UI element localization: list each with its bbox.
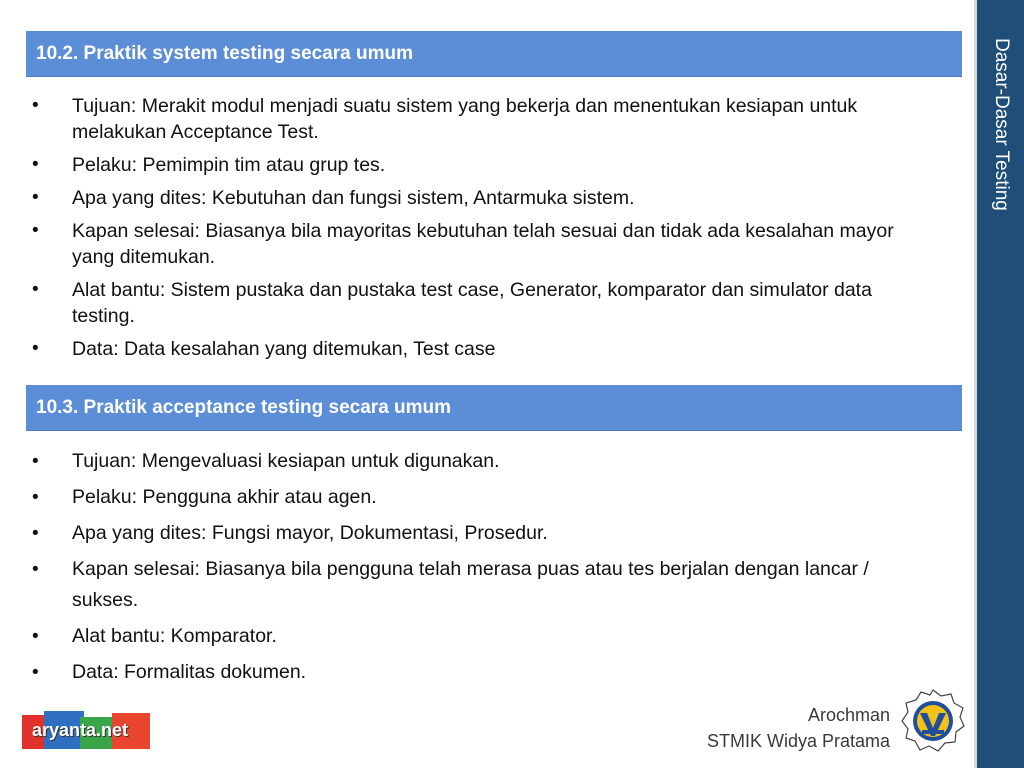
- section-1-bullet-list: [28, 93, 928, 369]
- footer-author: Arochman: [807, 705, 890, 725]
- bullet-marker: •: [32, 523, 39, 544]
- bullet-marker: •: [32, 626, 39, 647]
- section-2-bullet-list: [28, 446, 928, 693]
- list-item: • Tujuan: Mengevaluasi kesiapan untuk digunakan.: [28, 446, 928, 477]
- list-item: • Kapan selesai: Biasanya bila mayoritas kebutuhan telah sesuai dan tidak ada kesalahan mayor yang ditemukan.: [32, 220, 894, 268]
- list-item: • Pelaku: Pengguna akhir atau agen.: [28, 482, 928, 513]
- bullet-marker: •: [32, 187, 39, 208]
- bullet-marker: •: [32, 451, 39, 472]
- section-2-header: [26, 385, 962, 431]
- list-item: • Apa yang dites: Fungsi mayor, Dokumentasi, Prosedur.: [28, 518, 928, 549]
- bullet-marker: •: [32, 154, 39, 175]
- list-item: • Kapan selesai: Biasanya bila pengguna telah merasa puas atau tes berjalan dengan lancar / sukses.: [28, 554, 928, 616]
- list-item: • Apa yang dites: Kebutuhan dan fungsi sistem, Antarmuka sistem.: [32, 187, 635, 209]
- institution-seal-icon: [900, 688, 966, 754]
- sidebar: [974, 0, 1024, 768]
- list-item: • Data: Formalitas dokumen.: [28, 657, 928, 688]
- list-item: • Pelaku: Pemimpin tim atau grup tes.: [32, 154, 386, 176]
- bullet-marker: •: [32, 279, 39, 300]
- list-item: • Alat bantu: Sistem pustaka dan pustaka test case, Generator, komparator dan simulator data testing.: [32, 279, 872, 327]
- sidebar-title: Dasar-Dasar Testing: [990, 38, 1012, 211]
- aryanta-logo: [22, 711, 152, 753]
- list-item: • Data: Data kesalahan yang ditemukan, Test case: [32, 338, 496, 360]
- bullet-marker: •: [32, 220, 39, 241]
- section-1-title: 10.2. Praktik system testing secara umum: [36, 42, 414, 64]
- footer-institution: STMIK Widya Pratama: [706, 731, 890, 751]
- bullet-marker: •: [32, 487, 39, 508]
- list-item: • Alat bantu: Komparator.: [28, 621, 928, 652]
- bullet-marker: •: [32, 662, 39, 683]
- bullet-marker: •: [32, 95, 39, 116]
- section-2-title: 10.3. Praktik acceptance testing secara umum: [36, 396, 452, 418]
- list-item: • Tujuan: Merakit modul menjadi suatu sistem yang bekerja dan menentukan kesiapan untuk melakukan Acceptance Test.: [32, 95, 858, 143]
- footer-credit: [707, 702, 890, 754]
- bullet-marker: •: [32, 338, 39, 359]
- logo-text: aryanta.net: [32, 720, 129, 740]
- section-1-header: [26, 31, 962, 77]
- bullet-marker: •: [32, 559, 39, 580]
